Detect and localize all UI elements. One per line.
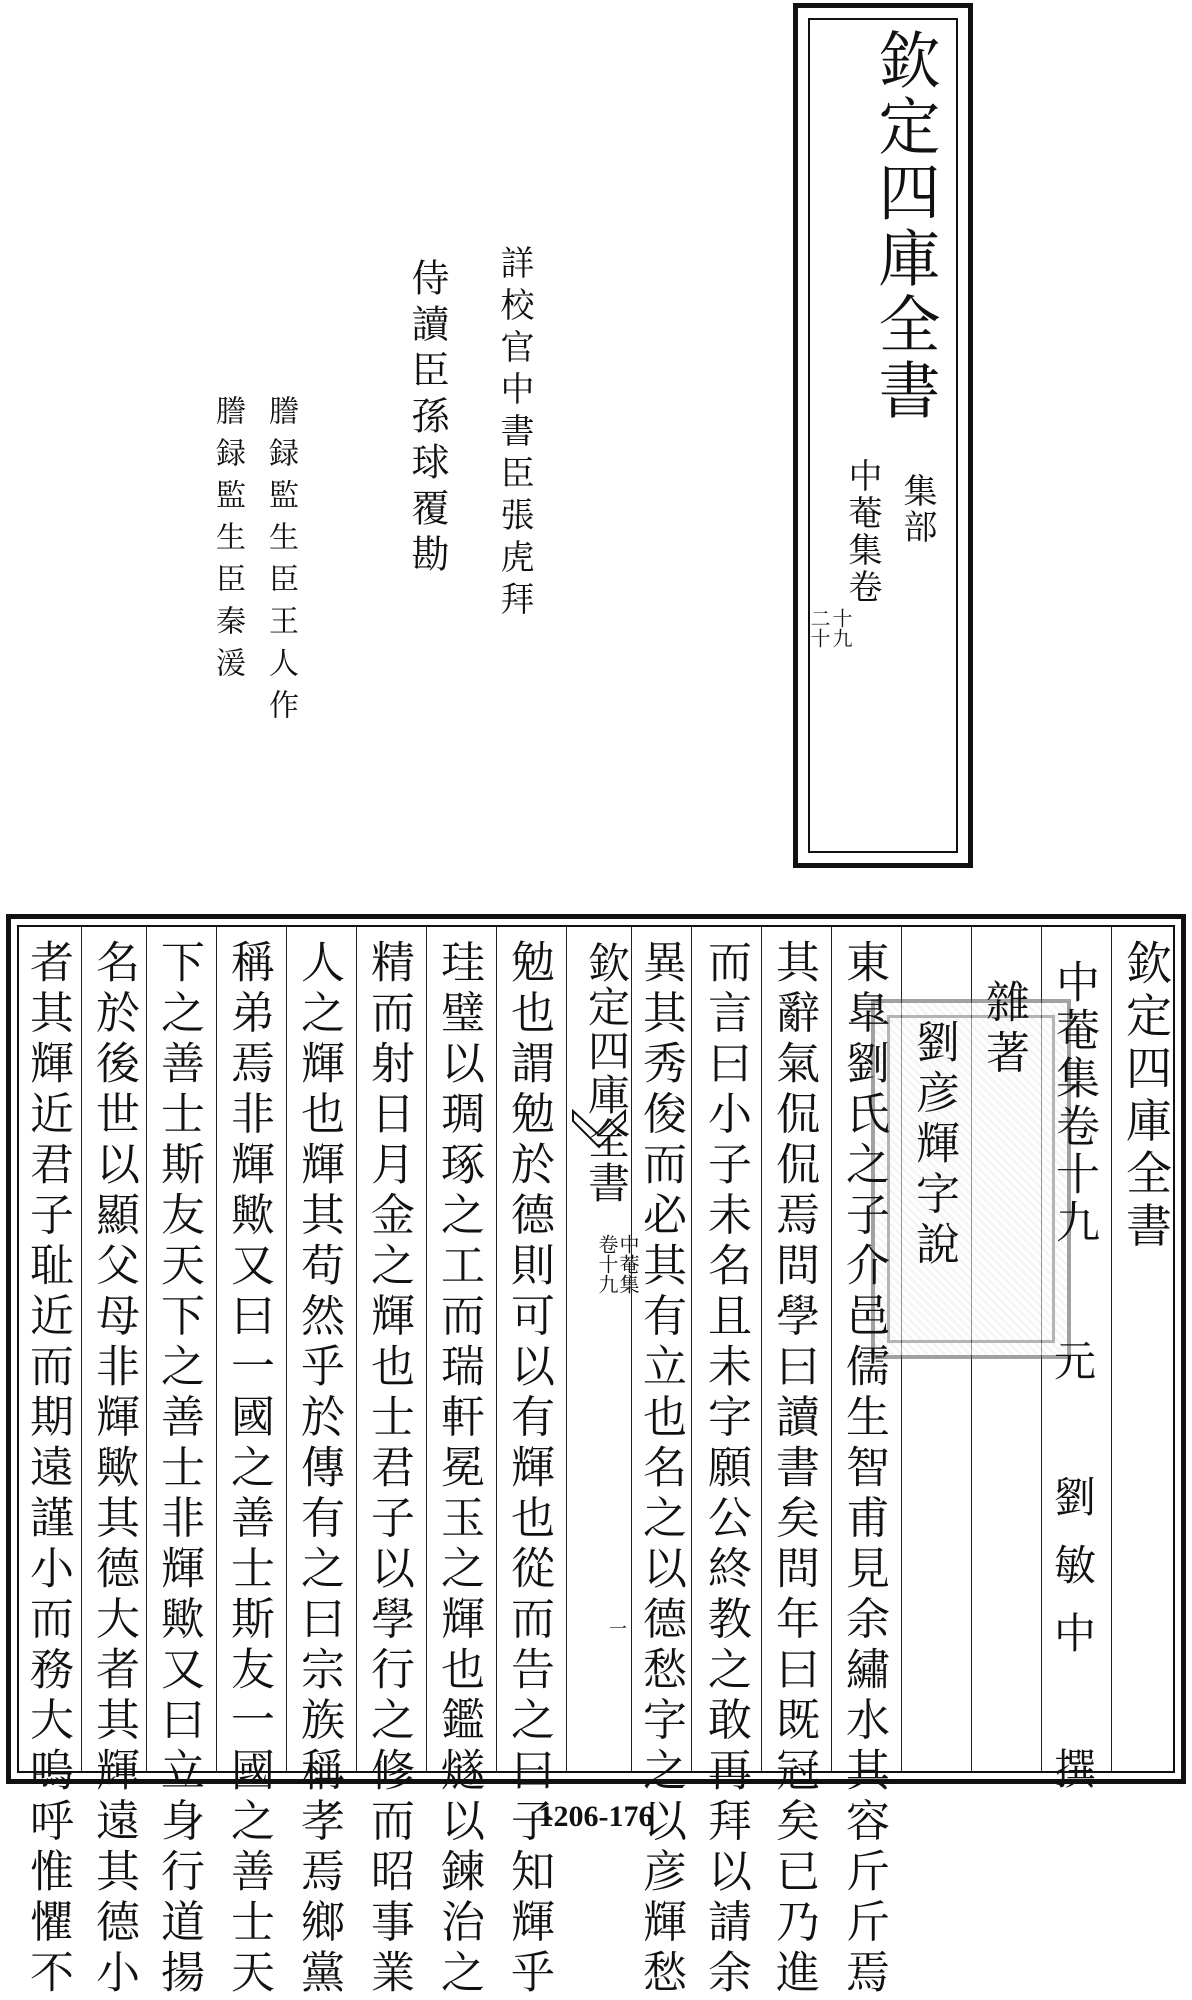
text-column: 勉也謂勉於德則可以有輝也從而告之曰子知輝乎: [503, 939, 554, 2000]
column-rule: [426, 927, 427, 1771]
column-rule: [761, 927, 762, 1771]
fold-title: 欽定四庫全書: [582, 941, 631, 1205]
page-number: 1206-176: [538, 1800, 654, 1833]
column-rule: [1111, 927, 1112, 1771]
column-rule: [831, 927, 832, 1771]
text-column: 稱弟焉非輝歟又曰一國之善士斯友一國之善士天: [223, 939, 274, 2000]
column-rule: [566, 927, 567, 1771]
collection-part: 集部: [897, 473, 937, 545]
column-rule: [146, 927, 147, 1771]
column-rule: [286, 927, 287, 1771]
copyist-credit-1: 謄録監生臣王人作: [263, 395, 298, 731]
copyist-credit-2: 謄録監生臣秦湲: [210, 395, 245, 689]
column-rule: [691, 927, 692, 1771]
essay-title: 劉彦輝字說: [908, 1019, 959, 1272]
title-frame: [793, 3, 973, 868]
volume-range: 十九 二十: [807, 608, 853, 648]
text-column: 者其輝近君子耻近而期遠謹小而務大嗚呼惟懼不: [22, 939, 73, 2000]
author-line: 元 劉敏中 撰: [1048, 1339, 1097, 1815]
fishtail-mark-icon: [571, 1109, 627, 1149]
section-heading: 雜著: [978, 979, 1029, 1080]
column-rule: [496, 927, 497, 1771]
column-rule: [216, 927, 217, 1771]
text-column: 人之輝也輝其苟然乎於傳有之曰宗族稱孝焉鄉黨: [293, 939, 344, 2000]
text-column: 其辭氣侃侃焉問學曰讀書矣問年曰既冠矣已乃進: [768, 939, 819, 2000]
book-title: 欽定四庫全書: [868, 28, 941, 424]
library-seal-stamp: [871, 999, 1071, 1359]
column-rule: [356, 927, 357, 1771]
volume-name: 中菴集卷: [842, 458, 882, 606]
volume-line: 中菴集卷十九: [1048, 959, 1099, 1247]
text-column: 名於後世以顯父母非輝歟其德大者其輝遠其德小: [88, 939, 139, 2000]
text-column: 珪璧以琱琢之工而瑞軒冕玉之輝也鑑燧以鍊治之: [433, 939, 484, 2000]
text-column: 異其秀俊而必其有立也名之以德愁字之以彦輝愁: [635, 939, 686, 2000]
column-rule: [81, 927, 82, 1771]
proofreader-credit: 詳校官中書臣張虎拜: [494, 245, 534, 623]
text-column: 精而射日月金之輝也士君子以學行之修而昭事業: [363, 939, 414, 2000]
reviewer-credit: 侍讀臣孫球覆勘: [405, 258, 449, 580]
text-column: 而言曰小子未名且未字願公終教之敢再拜以請余: [700, 939, 751, 2000]
text-column: 東臯劉氏之子介邑儒生智甫見余繡水其容斤斤焉: [838, 939, 889, 2000]
fold-volume: 中菴集 卷十九: [595, 1234, 640, 1294]
header-title: 欽定四庫全書: [1119, 939, 1173, 1254]
fold-page-number: 一: [606, 1619, 627, 1637]
text-column: 下之善士斯友天下之善士非輝歟又曰立身行道揚: [153, 939, 204, 2000]
